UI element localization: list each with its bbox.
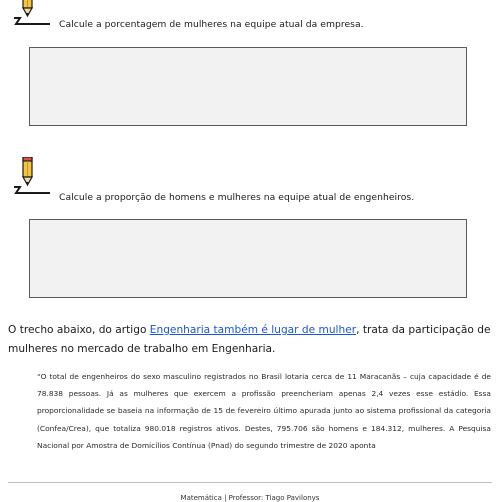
answer-box[interactable]: [29, 47, 467, 126]
exercise-prompt: Calcule a proporção de homens e mulheres na equipe atual de engenheiros.: [59, 192, 415, 203]
footer-divider: [8, 482, 492, 483]
answer-box[interactable]: [29, 219, 467, 298]
page-footer: Matemática | Professor: Tiago Pavilonys: [180, 494, 320, 502]
intro-text-before: O trecho abaixo, do artigo: [8, 324, 150, 336]
pencil-writing-icon: [10, 0, 54, 32]
article-quote: “O total de engenheiros do sexo masculino registrados no Brasil lotaria cerca de 11 Maracanãs – cuja capacidade é de 78.838 pessoas. Já as mulheres que exercem a profissão preencheriam apenas 2,4 vezes esse estádio. Essa proporcionalidade se baseia na informação de 15 de fevereiro último apurada junto ao sistema profissional da categoria (Confea/Crea), que totaliza 980.018 registros ativos. Destes, 795.706 são homens e 184.312, mulheres. A Pesquisa Nacional por Amostra de Domicílios Contínua (Pnad) do segundo trimestre de 2020 aponta: [37, 372, 491, 450]
exercise-prompt: Calcule a porcentagem de mulheres na equipe atual da empresa.: [59, 19, 364, 30]
intro-paragraph: [8, 321, 492, 359]
article-link[interactable]: Engenharia também é lugar de mulher: [149, 324, 357, 336]
pencil-writing-icon: [10, 157, 54, 201]
intro-text-after: , trata da participação de mulheres no mercado de trabalho em Engenharia.: [8, 324, 491, 355]
